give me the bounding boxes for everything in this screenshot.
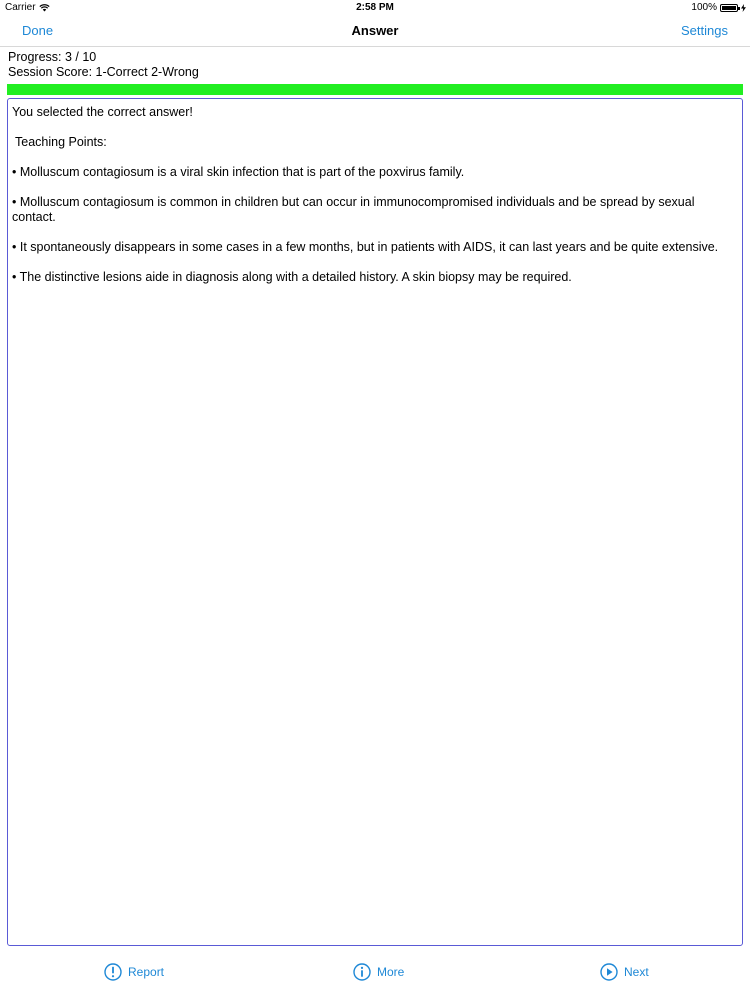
result-message: You selected the correct answer! [12, 105, 193, 119]
battery-icon [720, 4, 738, 12]
more-label: More [377, 965, 405, 979]
next-label: Next [624, 965, 649, 979]
bottom-toolbar [0, 950, 750, 1000]
status-time: 2:58 PM [356, 2, 394, 13]
teaching-point: • It spontaneously disappears in some cases in a few months, but in patients with AIDS, it can last years and be quite extensive. [12, 240, 719, 254]
session-info [8, 50, 199, 80]
progress-bar [7, 84, 743, 95]
page-title: Answer [351, 23, 399, 38]
carrier-label: Carrier [5, 2, 36, 13]
teaching-point: • The distinctive lesions aide in diagnosis along with a detailed history. A skin biopsy may be required. [12, 270, 572, 284]
exclamation-circle-icon [104, 963, 122, 981]
battery-percent: 100% [691, 2, 717, 13]
report-label: Report [128, 965, 165, 979]
status-bar [0, 0, 750, 16]
more-button[interactable] [353, 963, 404, 981]
info-circle-icon [353, 963, 371, 981]
progress-text: Progress: 3 / 10 [8, 50, 97, 64]
report-button[interactable] [104, 963, 164, 981]
settings-button[interactable]: Settings [681, 23, 728, 38]
battery-indicator [691, 2, 746, 13]
next-button[interactable] [600, 963, 649, 981]
session-score-text: Session Score: 1-Correct 2-Wrong [8, 65, 199, 79]
teaching-point: • Molluscum contagiosum is common in children but can occur in immunocompromised individuals and be spread by sexual contact. [12, 195, 695, 224]
answer-text-view[interactable] [7, 98, 743, 946]
done-button[interactable]: Done [22, 23, 54, 38]
teaching-point: • Molluscum contagiosum is a viral skin infection that is part of the poxvirus family. [12, 165, 465, 179]
navigation-bar [0, 16, 750, 47]
progress-bar-fill [7, 84, 743, 95]
charging-icon [741, 4, 746, 12]
teaching-points-header: Teaching Points: [15, 135, 107, 149]
play-circle-icon [600, 963, 618, 981]
